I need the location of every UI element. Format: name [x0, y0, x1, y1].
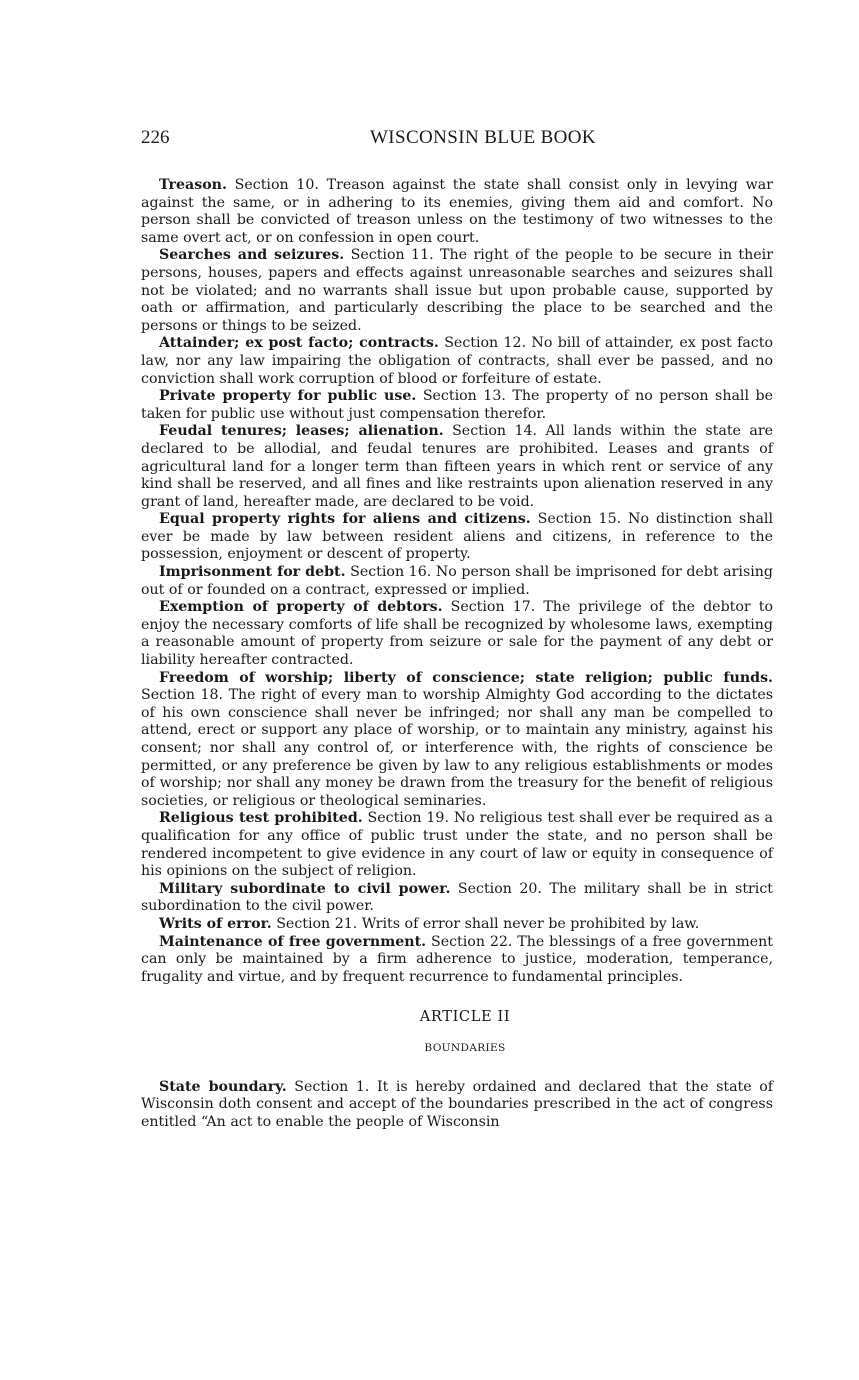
running-title: WISCONSIN BLUE BOOK — [369, 127, 597, 148]
section-heading: Attainder; ex post facto; contracts. — [159, 335, 439, 352]
section-treason — [141, 177, 773, 247]
section-heading: Imprisonment for debt. — [159, 564, 346, 581]
section-heading: Treason. — [159, 177, 227, 193]
section-heading: Military subordinate to civil power. — [159, 880, 451, 897]
body-text — [141, 177, 773, 1131]
section-heading: State boundary. — [159, 1078, 287, 1095]
section-exemption-of-property — [141, 599, 773, 669]
section-writs-of-error — [141, 916, 773, 934]
page-number: 226 — [141, 127, 170, 148]
section-searches-and-seizures — [141, 247, 773, 335]
section-heading: Religious test prohibited. — [159, 810, 363, 827]
section-text: Section 20. The military shall be in strict subordination to the civil power. — [141, 880, 773, 915]
section-feudal-tenures — [141, 423, 773, 511]
section-text: Section 15. No distinction shall ever be made by law between resident aliens and citizens, in reference to the possession, enjoyment or descent of property. — [141, 511, 773, 563]
section-military-subordinate — [141, 881, 773, 916]
section-attainder — [141, 335, 773, 388]
section-heading: Exemption of property of debtors. — [159, 599, 443, 616]
section-text: Section 16. No person shall be imprisoned for debt arising out of or founded on a contract, expressed or implied. — [141, 564, 773, 598]
section-private-property — [141, 388, 773, 423]
section-text: Section 17. The privilege of the debtor to enjoy the necessary comforts of life shall be recognized by wholesome laws, exempting a reasonable amount of property from seizure or sale for the payment of any debt or liability hereafter contracted. — [141, 599, 774, 669]
section-imprisonment-for-debt — [141, 564, 773, 599]
section-equal-property-rights — [141, 511, 773, 564]
section-text: Section 13. The property of no person shall be taken for public use without just compensation therefor. — [141, 388, 773, 422]
section-text: Section 11. The right of the people to be secure in their persons, houses, papers and effects against unreasonable searches and seizures shall not be violated; and no warrants shall issue but upon probable cause, supported by oath or affirmation, and particularly describing the place to be searched and the persons or things to be seized. — [141, 247, 773, 334]
article-subheading: BOUNDARIES — [424, 1041, 506, 1054]
running-head — [141, 127, 773, 151]
section-heading: Searches and seizures. — [159, 247, 345, 264]
section-text: Section 18. The right of every man to worship Almighty God according to the dictates of his own conscience shall never be infringed; nor shall any man be compelled to attend, erect or support any place of worship, or to maintain any ministry, against his consent; nor shall any control of, or interference with, the rights of conscience be permitted, or any preference be given by law to any religious establishments or modes of worship; nor shall any money be drawn from the treasury for the benefit of religious societies, or religious or theological seminaries. — [141, 687, 773, 809]
section-heading: Feudal tenures; leases; alienation. — [159, 423, 444, 440]
section-freedom-of-worship — [141, 670, 773, 811]
section-heading: Maintenance of free government. — [159, 933, 427, 950]
section-text: Section 10. Treason against the state shall consist only in levying war against the same, or in adhering to its enemies, giving them aid and comfort. No person shall be convicted of treason unless on the testimony of two witnesses to the same overt act, or on confession in open court. — [141, 177, 773, 246]
section-text: Section 21. Writs of error shall never be prohibited by law. — [271, 915, 700, 932]
section-heading: Equal property rights for aliens and citizens. — [159, 511, 531, 528]
section-text: Section 1. It is hereby ordained and declared that the state of Wisconsin doth consent and accept of the boundaries prescribed in the act of congress entitled “An act to enable the people of Wisconsin — [141, 1078, 773, 1130]
section-state-boundary — [141, 1079, 773, 1132]
article-heading: ARTICLE II — [419, 1008, 511, 1026]
section-heading: Writs of error. — [159, 915, 272, 932]
section-religious-test — [141, 810, 773, 880]
section-heading: Freedom of worship; liberty of conscience; state religion; public funds. — [159, 669, 773, 686]
section-heading: Private property for public use. — [159, 388, 417, 405]
section-text: Section 19. No religious test shall ever be required as a qualification for any office of public trust under the state, and no person shall be rendered incompetent to give evidence in any court of law or equity in consequence of his opinions on the subject of religion. — [141, 810, 773, 880]
section-maintenance-of-free-government — [141, 934, 773, 987]
section-text: Section 14. All lands within the state are declared to be allodial, and feudal tenures are prohibited. Leases and grants of agricultural land for a longer term than fifteen years in which rent or service of any kind shall be reserved, and all fines and like restraints upon alienation reserved in any grant of land, hereafter made, are declared to be void. — [141, 423, 773, 510]
section-text: Section 22. The blessings of a free government can only be maintained by a firm adherence to justice, moderation, temperance, frugality and virtue, and by frequent recurrence to fundamental principles. — [141, 933, 773, 985]
section-text: Section 12. No bill of attainder, ex post facto law, nor any law impairing the obligation of contracts, shall ever be passed, and no conviction shall work corruption of blood or forfeiture of estate. — [141, 335, 773, 387]
